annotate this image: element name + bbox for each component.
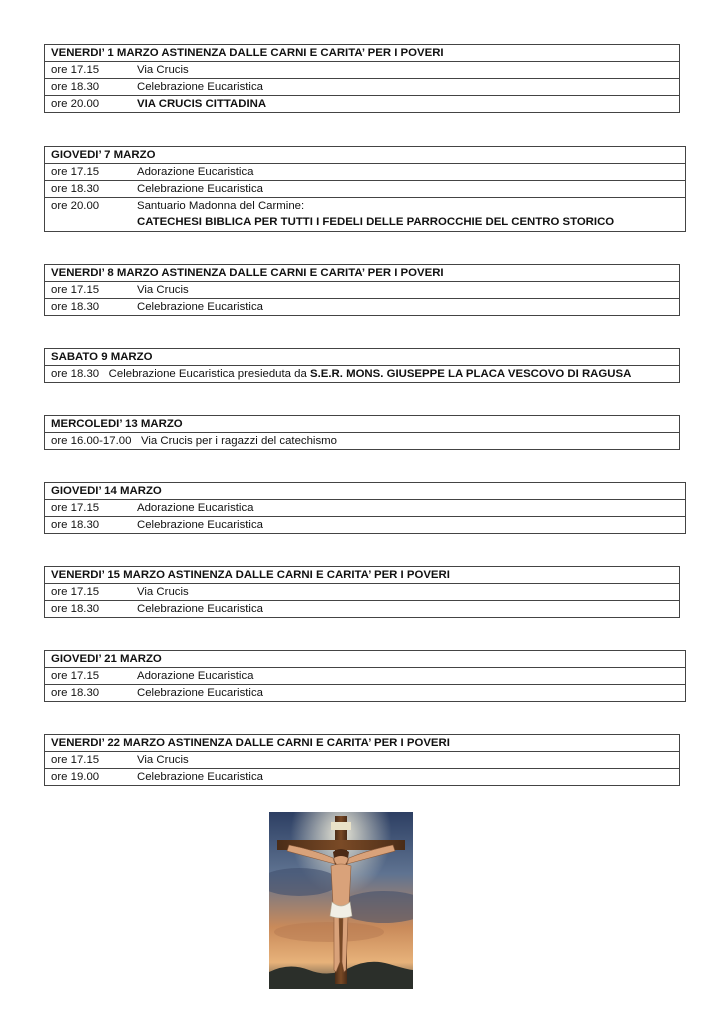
schedule-row — [45, 197, 685, 231]
event-time: ore 17.15 — [51, 586, 100, 598]
event-desc: Celebrazione Eucaristica — [137, 519, 263, 531]
event-time: ore 17.15 — [51, 670, 100, 682]
day-header: GIOVEDI’ 7 MARZO — [51, 149, 156, 161]
event-desc: Adorazione Eucaristica — [137, 166, 254, 178]
schedule-row — [45, 583, 679, 600]
day-header: MERCOLEDI’ 13 MARZO — [51, 418, 183, 430]
event-desc: Via Crucis per i ragazzi del catechismo — [140, 435, 337, 447]
event-desc: Celebrazione Eucaristica — [137, 603, 263, 615]
schedule-day-4 — [44, 348, 680, 383]
event-desc: Via Crucis — [137, 284, 189, 296]
schedule-day-2 — [44, 146, 686, 232]
event-desc: Celebrazione Eucaristica — [137, 81, 263, 93]
event-time: ore 18.30 — [51, 368, 100, 380]
event-desc-emphasis: S.E.R. MONS. GIUSEPPE LA PLACA VESCOVO DI RAGUSA — [310, 368, 632, 380]
event-time: ore 18.30 — [51, 301, 100, 313]
schedule-row — [45, 667, 685, 684]
schedule-day-1 — [44, 44, 680, 113]
schedule-row — [45, 684, 685, 701]
event-time: ore 18.30 — [51, 603, 100, 615]
schedule-row — [45, 499, 685, 516]
schedule-day-6 — [44, 482, 686, 534]
schedule-row — [45, 95, 679, 112]
event-desc: Adorazione Eucaristica — [137, 502, 254, 514]
day-header: SABATO 9 MARZO — [51, 351, 153, 363]
event-time: ore 18.30 — [51, 687, 100, 699]
event-time: ore 17.15 — [51, 64, 100, 76]
schedule-day-9 — [44, 734, 680, 786]
schedule-day-3 — [44, 264, 680, 316]
schedule-row — [45, 163, 685, 180]
event-desc: Celebrazione Eucaristica — [137, 771, 263, 783]
schedule-day-5 — [44, 415, 680, 450]
event-desc: Celebrazione Eucaristica presieduta da — [108, 368, 307, 380]
schedule-row — [45, 365, 679, 382]
event-time: ore 19.00 — [51, 771, 100, 783]
event-desc: Via Crucis — [137, 64, 189, 76]
day-header: VENERDI’ 1 MARZO ASTINENZA DALLE CARNI E CARITA’ PER I POVERI — [51, 47, 444, 59]
crucifix-image — [269, 812, 413, 989]
event-time: ore 16.00-17.00 — [51, 435, 132, 447]
event-time: ore 18.30 — [51, 183, 100, 195]
event-desc: Adorazione Eucaristica — [137, 670, 254, 682]
event-time: ore 18.30 — [51, 519, 100, 531]
schedule-row — [45, 298, 679, 315]
schedule-row — [45, 600, 679, 617]
day-header: VENERDI’ 15 MARZO ASTINENZA DALLE CARNI E CARITA’ PER I POVERI — [51, 569, 450, 581]
day-header: GIOVEDI’ 14 MARZO — [51, 485, 162, 497]
event-desc: Celebrazione Eucaristica — [137, 301, 263, 313]
event-time: ore 20.00 — [51, 200, 100, 212]
event-desc: Celebrazione Eucaristica — [137, 183, 263, 195]
event-time: ore 18.30 — [51, 81, 100, 93]
schedule-row — [45, 432, 679, 449]
event-desc: Celebrazione Eucaristica — [137, 687, 263, 699]
event-time: ore 17.15 — [51, 754, 100, 766]
event-desc: Via Crucis — [137, 754, 189, 766]
schedule-row — [45, 751, 679, 768]
event-desc-emphasis: CATECHESI BIBLICA PER TUTTI I FEDELI DELLE PARROCCHIE DEL CENTRO STORICO — [137, 216, 615, 228]
schedule-row — [45, 61, 679, 78]
crucifix-icon — [269, 812, 413, 989]
schedule-row — [45, 516, 685, 533]
day-header: VENERDI’ 22 MARZO ASTINENZA DALLE CARNI E CARITA’ PER I POVERI — [51, 737, 450, 749]
day-header: GIOVEDI’ 21 MARZO — [51, 653, 162, 665]
schedule-day-7 — [44, 566, 680, 618]
schedule-day-8 — [44, 650, 686, 702]
day-header: VENERDI’ 8 MARZO ASTINENZA DALLE CARNI E CARITA’ PER I POVERI — [51, 267, 444, 279]
event-desc: Santuario Madonna del Carmine: — [137, 200, 305, 212]
event-time: ore 17.15 — [51, 166, 100, 178]
schedule-row — [45, 768, 679, 785]
schedule-row — [45, 281, 679, 298]
event-desc: Via Crucis — [137, 586, 189, 598]
event-time: ore 20.00 — [51, 98, 100, 110]
schedule-row — [45, 78, 679, 95]
event-time: ore 17.15 — [51, 284, 100, 296]
event-time: ore 17.15 — [51, 502, 100, 514]
event-desc: VIA CRUCIS CITTADINA — [137, 98, 267, 110]
schedule-row — [45, 180, 685, 197]
